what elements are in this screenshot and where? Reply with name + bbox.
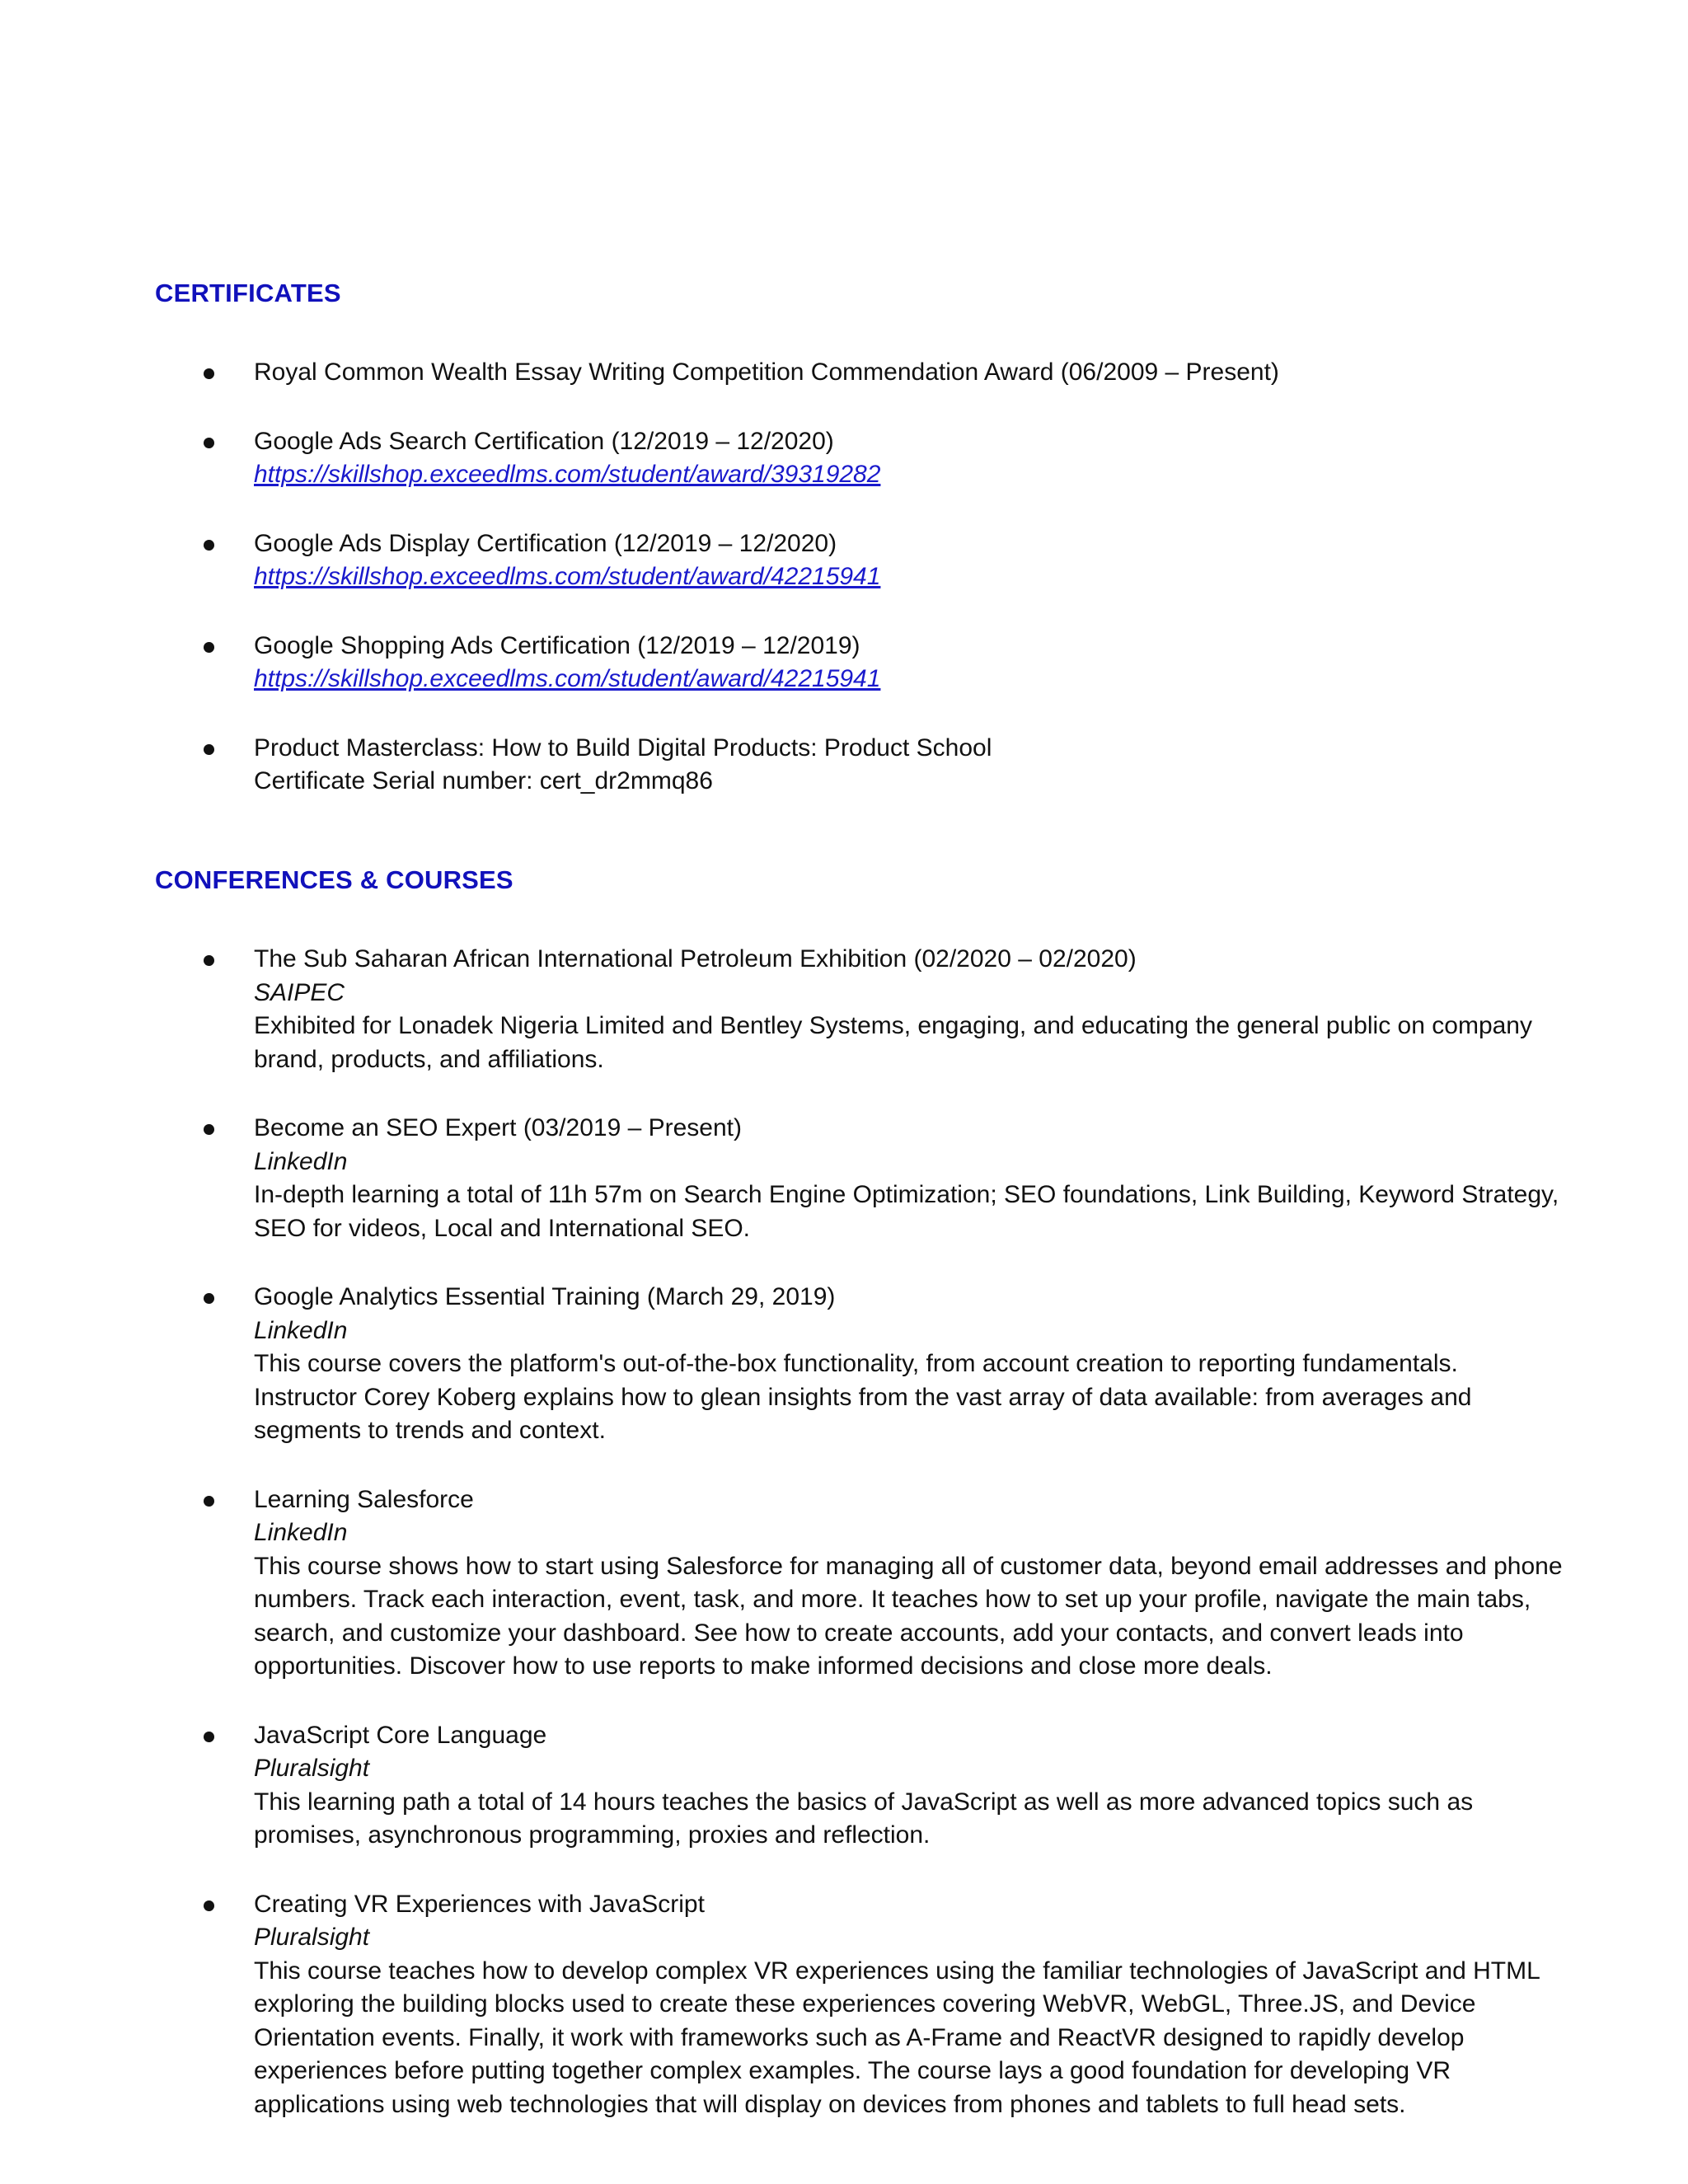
certificate-item <box>0 527 1688 594</box>
certificates-list <box>0 356 1688 834</box>
bullet-icon <box>204 1293 214 1304</box>
certificate-item <box>0 425 1688 492</box>
course-title: Google Analytics Essential Training (March 29, 2019) <box>254 1283 836 1310</box>
course-item <box>0 1112 1688 1245</box>
certificate-item <box>0 356 1688 390</box>
course-description: This learning path a total of 14 hours teaches the basics of JavaScript as well as more advanced topics such as promises, asynchronous programming, proxies and reflection. <box>254 1788 1474 1849</box>
course-provider: Pluralsight <box>254 1755 370 1782</box>
course-description: Exhibited for Lonadek Nigeria Limited and Bentley Systems, engaging, and educating the general public on company brand, products, and affiliations. <box>254 1012 1532 1073</box>
certificate-item <box>0 630 1688 696</box>
certificate-title: Google Ads Display Certification (12/2019 – 12/2020) <box>254 529 837 557</box>
course-item <box>0 1888 1688 2122</box>
bullet-icon <box>204 955 214 966</box>
course-title: JavaScript Core Language <box>254 1721 547 1749</box>
bullet-icon <box>204 744 214 755</box>
course-description: This course teaches how to develop complex VR experiences using the familiar technologies of JavaScript and HTML exploring the building blocks used to create these experiences covering WebVR, WebGL, Three.JS, and Device Orientation events. Finally, it work with frameworks such as A-Frame and ReactVR designed to rapidly develop experiences before putting together complex examples. The course lays a good foundation for developing VR applications using web technologies that will display on devices from phones and tablets to full head sets. <box>254 1957 1540 2118</box>
certificate-link[interactable]: https://skillshop.exceedlms.com/student/award/39319282 <box>254 461 881 488</box>
course-description: This course covers the platform's out-of-the-box functionality, from account creation to reporting fundamentals. Instructor Corey Koberg explains how to glean insights from the vast array of data available: from averages and segments to trends and context. <box>254 1350 1472 1444</box>
certificates-heading: CERTIFICATES <box>155 279 341 307</box>
course-description: This course shows how to start using Salesforce for managing all of customer data, beyond email addresses and phone numbers. Track each interaction, event, task, and more. It teaches how to set up your profile, navigate the main tabs, search, and customize your dashboard. See how to create accounts, add your contacts, and convert leads into opportunities. Discover how to use reports to make informed decisions and close more deals. <box>254 1552 1563 1680</box>
bullet-icon <box>204 1732 214 1742</box>
bullet-icon <box>204 1900 214 1911</box>
conferences-heading: CONFERENCES & COURSES <box>155 865 513 894</box>
certificate-title: Royal Common Wealth Essay Writing Competition Commendation Award (06/2009 – Present) <box>254 359 1279 386</box>
course-title: Become an SEO Expert (03/2019 – Present) <box>254 1114 742 1141</box>
bullet-icon <box>204 1496 214 1507</box>
bullet-icon <box>204 642 214 653</box>
bullet-icon <box>204 1124 214 1135</box>
certificate-link[interactable]: https://skillshop.exceedlms.com/student/award/42215941 <box>254 563 881 590</box>
certificate-title: Product Masterclass: How to Build Digital Products: Product School <box>254 733 992 762</box>
certificate-link[interactable]: https://skillshop.exceedlms.com/student/award/42215941 <box>254 665 881 692</box>
course-description: In-depth learning a total of 11h 57m on Search Engine Optimization; SEO foundations, Link Building, Keyword Strategy, SEO for videos, Local and International SEO. <box>254 1181 1559 1242</box>
course-provider: LinkedIn <box>254 1147 348 1175</box>
certificate-title: Google Shopping Ads Certification (12/2019 – 12/2019) <box>254 631 860 659</box>
bullet-icon <box>204 540 214 551</box>
course-title: Creating VR Experiences with JavaScript <box>254 1890 705 1918</box>
course-title: Learning Salesforce <box>254 1485 474 1513</box>
conferences-list <box>0 943 1688 2157</box>
course-provider: LinkedIn <box>254 1316 348 1344</box>
course-title: The Sub Saharan African International Petroleum Exhibition (02/2020 – 02/2020) <box>254 945 1137 972</box>
bullet-icon <box>204 368 214 379</box>
course-item <box>0 943 1688 1076</box>
course-provider: SAIPEC <box>254 978 345 1006</box>
bullet-icon <box>204 438 214 448</box>
course-provider: Pluralsight <box>254 1924 370 1951</box>
course-item <box>0 1483 1688 1684</box>
certificate-item <box>0 732 1688 799</box>
certificate-serial: Certificate Serial number: cert_dr2mmq86 <box>254 767 713 794</box>
course-item <box>0 1281 1688 1448</box>
course-provider: LinkedIn <box>254 1519 348 1546</box>
certificate-title: Google Ads Search Certification (12/2019 – 12/2020) <box>254 427 834 455</box>
course-item <box>0 1719 1688 1853</box>
